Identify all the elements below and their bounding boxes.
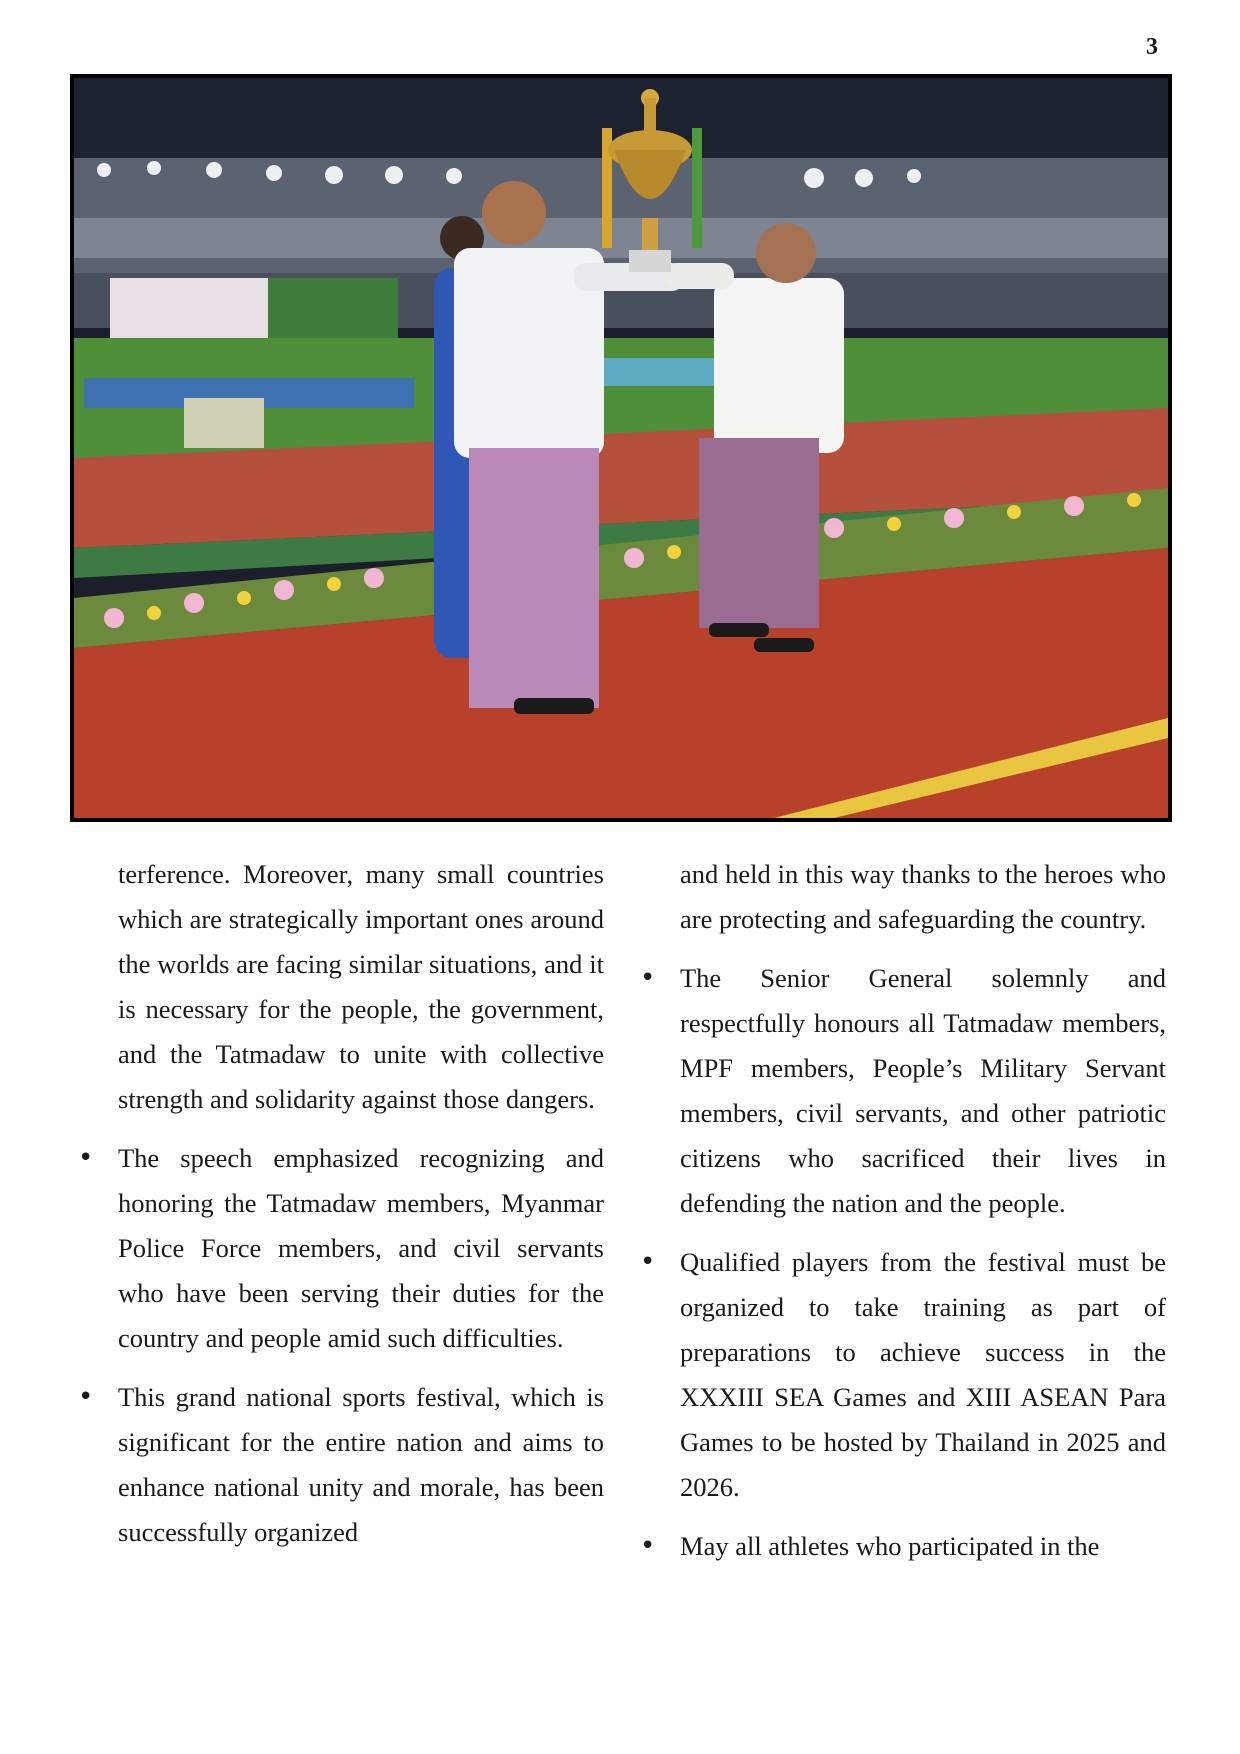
paragraph: terference. Moreover, many small countries which are strategically important ones around the worlds are facing similar situations, and it is necessary for the people, the government, and the Tatmadaw to unite with collective strength and solidarity against those dangers.: [118, 859, 604, 1114]
page-number: 3: [1146, 34, 1158, 60]
bullet-item: • May all athletes who participated in the: [680, 1524, 1166, 1569]
bullet-item: • Qualified players from the festival must be organized to take training as part of preparations to achieve success in the XXXIII SEA Games and XIII ASEAN Para Games to be hosted by Thailand in 2025 and 2026.: [680, 1240, 1166, 1510]
paragraph: and held in this way thanks to the heroes who are protecting and safeguarding the country.: [680, 859, 1166, 934]
bullet-item: • The Senior General solemnly and respectfully honours all Tatmadaw members, MPF members, People’s Military Servant members, civil servants, and other patriotic citizens who sacrificed their lives in defending the nation and the people.: [680, 956, 1166, 1226]
video-screen: [110, 278, 268, 340]
text-column-right: [680, 852, 1166, 1569]
bullet-item: • The speech emphasized recognizing and honoring the Tatmadaw members, Myanmar Police Force members, and civil servants who have been serving their duties for the country and people amid such difficulties.: [118, 1136, 604, 1361]
text-column-left: [118, 852, 604, 1555]
photo-illustration: [74, 78, 1168, 818]
bullet-item: • This grand national sports festival, which is significant for the entire nation and aims to enhance national unity and morale, has been successfully organized: [118, 1375, 604, 1555]
trophy-presentation-photo: [70, 74, 1172, 822]
